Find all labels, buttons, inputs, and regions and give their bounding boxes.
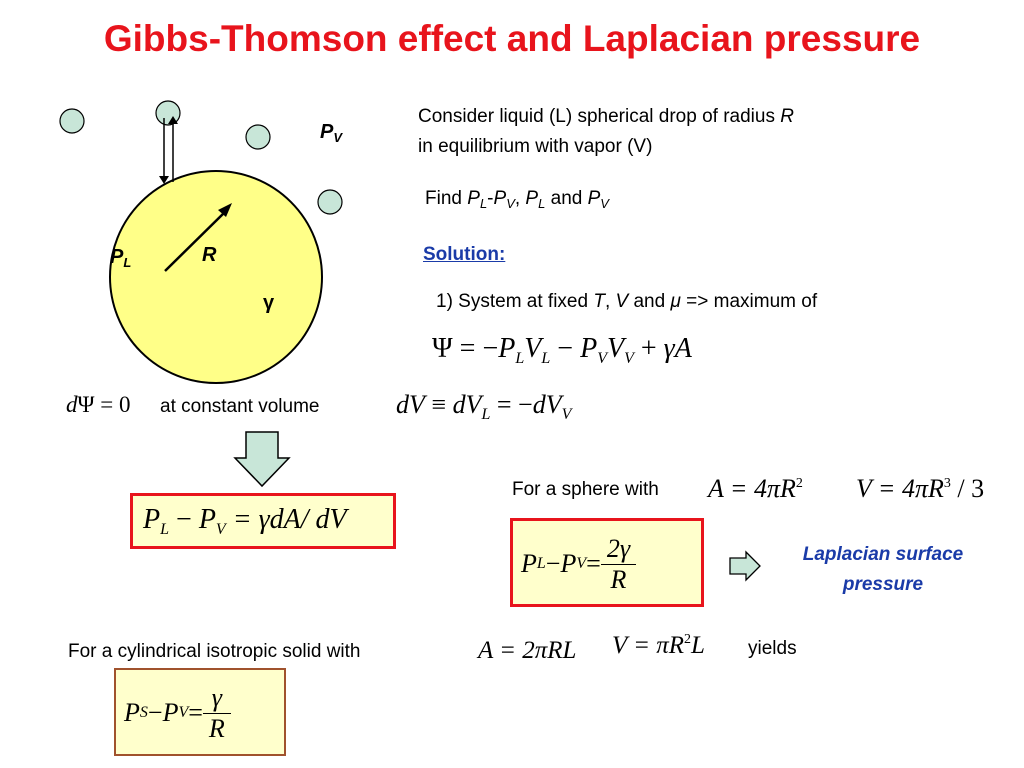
pv-label: $P_V$ <box>320 121 343 145</box>
liquid-drop <box>110 171 322 383</box>
laplacian-caption: Laplacian surface pressure <box>802 544 964 595</box>
yields-text: yields <box>748 638 797 659</box>
cylinder-area: A = 2πRL <box>478 637 577 664</box>
vapor-particle <box>156 101 180 125</box>
vapor-particle <box>246 125 270 149</box>
down-arrow-icon <box>232 430 292 488</box>
volume-relation: dV ≡ $dV_L = -dV_V$ <box>396 390 572 423</box>
solution-heading: Solution: <box>423 244 506 265</box>
laplace-pressure-box <box>510 518 704 607</box>
intro-line-1: Consider liquid (L) spherical drop of radius R <box>418 106 794 127</box>
step-1-text: 1) System at fixed T, V and μ => maximum of <box>436 291 818 312</box>
cylinder-label: For a cylindrical isotropic solid with <box>68 641 361 662</box>
find-line: Find $P_L-P_V$, $P_L$ and $P_V$ <box>425 188 609 211</box>
slide-title: Gibbs-Thomson effect and Laplacian pressure <box>103 18 921 59</box>
cylinder-pressure-box <box>114 668 286 756</box>
gamma-label: γ <box>263 292 275 314</box>
sphere-label: For a sphere with <box>512 479 659 500</box>
intro-line-2: in equilibrium with vapor (V) <box>418 136 653 157</box>
dpsi-equation: dΨ = 0 <box>66 392 131 417</box>
cylinder-volume: $V = \pi R^2L$ <box>612 632 705 659</box>
vapor-particle <box>60 109 84 133</box>
cylinder-equation: P S − P V = $\frac{\gamma}{R}$ <box>124 680 231 746</box>
constant-volume-text: at constant volume <box>160 396 320 417</box>
pl-label: $P_L$ <box>110 246 132 270</box>
right-arrow-icon <box>728 550 762 582</box>
radius-label: R <box>202 244 217 266</box>
laplace-equation: P L − P V = $\frac{2\gamma}{R}$ <box>521 531 636 597</box>
sphere-area: $A = 4\pi R^2$ <box>708 474 803 503</box>
psi-equation: $\Psi = -P_LV_L - P_VV_V + \gamma A$ <box>432 333 692 367</box>
general-pressure-equation: $P_L - P_V = \gamma dA/$ dV <box>143 504 347 538</box>
general-pressure-box <box>130 493 396 549</box>
vapor-particle <box>318 190 342 214</box>
sphere-volume: $V = 4\pi R^3 / 3$ <box>856 474 985 503</box>
